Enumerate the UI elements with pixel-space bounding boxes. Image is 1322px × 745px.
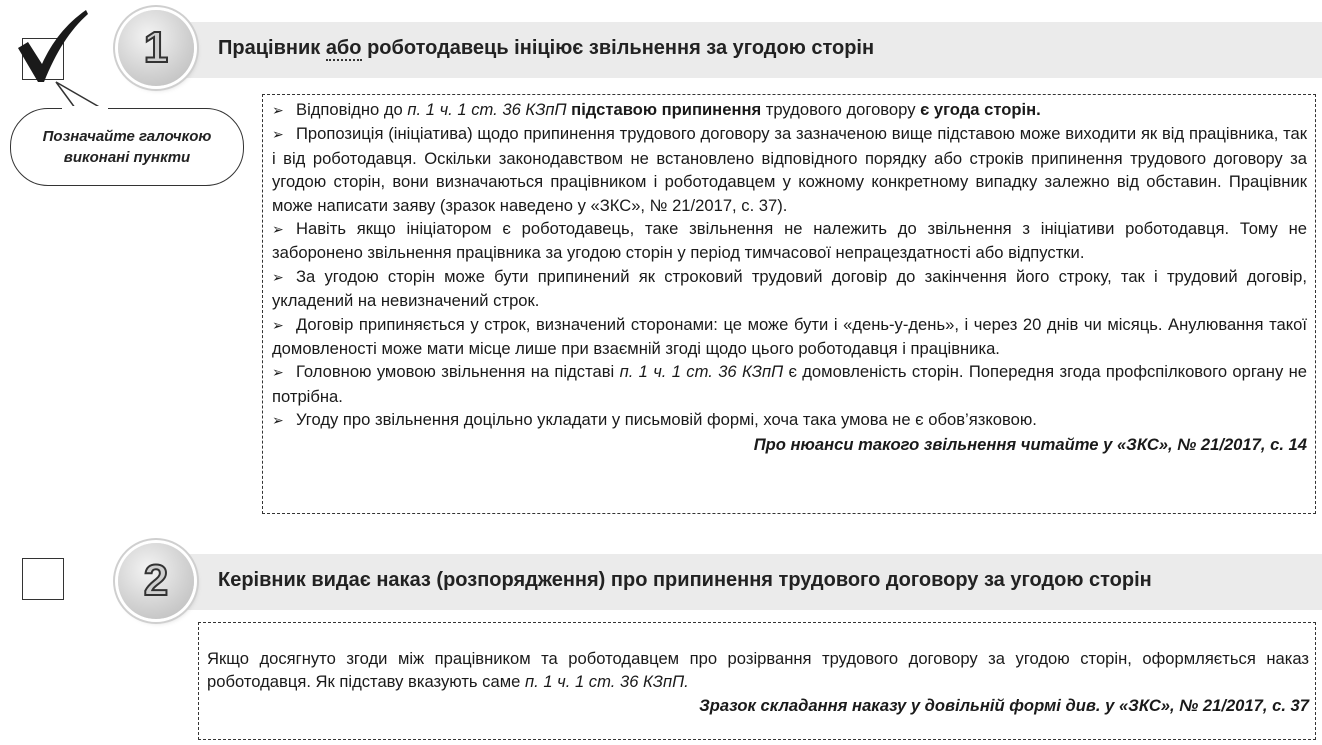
list-item: ➢ Угоду про звільнення доцільно укладати у письмовій формі, хоча така умова не є обов’язковою. — [272, 410, 1037, 430]
list-item: ➢ Навіть якщо ініціатором є роботодавець, таке звільнення не належить до звільнення з ініціативи роботодавця. Тому не заборонено звільнення працівника за угодою сторін у період тимчасової непрацездатності або відпустки. — [272, 219, 1307, 263]
hint-text: Позначайте галочкою виконані пункти — [42, 128, 212, 166]
step-2-body: Якщо досягнуто згоди між працівником та роботодавцем про розірвання трудового договору за угодою сторін, оформляється наказ роботодавця. Як підставу вказують саме п. 1 ч. 1 ст. 36 КЗпП. — [207, 649, 1309, 692]
step-1-details-box — [262, 94, 1316, 514]
step-1-number-circle — [118, 10, 194, 86]
list-item: ➢ За угодою сторін може бути припинений як строковий трудовий договір до закінчення його строку, так і трудовий договір, укладений на невизначений строк. — [272, 266, 1307, 311]
step-2-checkbox[interactable] — [22, 558, 64, 600]
step-1-number: 1 — [143, 23, 169, 72]
step-2-title: Керівник видає наказ (розпорядження) про припинення трудового договору за угодою сторін — [218, 569, 1152, 591]
list-item: ➢ Договір припиняється у строк, визначений сторонами: це може бути і «день-у-день», і через 20 днів чи місяць. Анулювання такої домовленості може мати місце лише при взаємній згоді щодо цього роботодавця і працівника. — [272, 314, 1307, 359]
callout-pointer-cover — [62, 106, 108, 110]
list-item: ➢ Пропозиція (ініціатива) щодо припинення трудового договору за зазначеною вище підставою може виходити як від працівника, так і від роботодавця. Оскільки законодавством не встановлено відповідного порядку або строків припинення трудового договору за угодою сторін, вони визначаються працівником і роботодавцем у кожному конкретному випадку залежно від обставин. Працівник може написати заяву (зразок наведено у «ЗКС», № 21/2017, с. 37). — [272, 124, 1307, 215]
list-item: ➢ Головною умовою звільнення на підставі п. 1 ч. 1 ст. 36 КЗпП є домовленість сторін. Попередня згода профспілкового органу не потрібна. — [272, 362, 1307, 406]
step-1-reference: Про нюанси такого звільнення читайте у «ЗКС», № 21/2017, с. 14 — [753, 434, 1307, 454]
step-2-reference: Зразок складання наказу у довільній формі див. у «ЗКС», № 21/2017, с. 37 — [699, 695, 1309, 715]
step-2-number: 2 — [143, 556, 169, 605]
step-1-title: Працівник або роботодавець ініціює звільнення за угодою сторін — [218, 37, 875, 59]
hint-callout — [10, 108, 244, 186]
list-item: ➢ Відповідно до п. 1 ч. 1 ст. 36 КЗпП підставою припинення трудового договору є угода сторін. — [272, 100, 1041, 119]
step-2-number-circle — [118, 543, 194, 619]
step-2-details-box — [198, 622, 1316, 740]
checkmark-icon — [14, 8, 90, 86]
marked-word: або — [325, 37, 362, 59]
